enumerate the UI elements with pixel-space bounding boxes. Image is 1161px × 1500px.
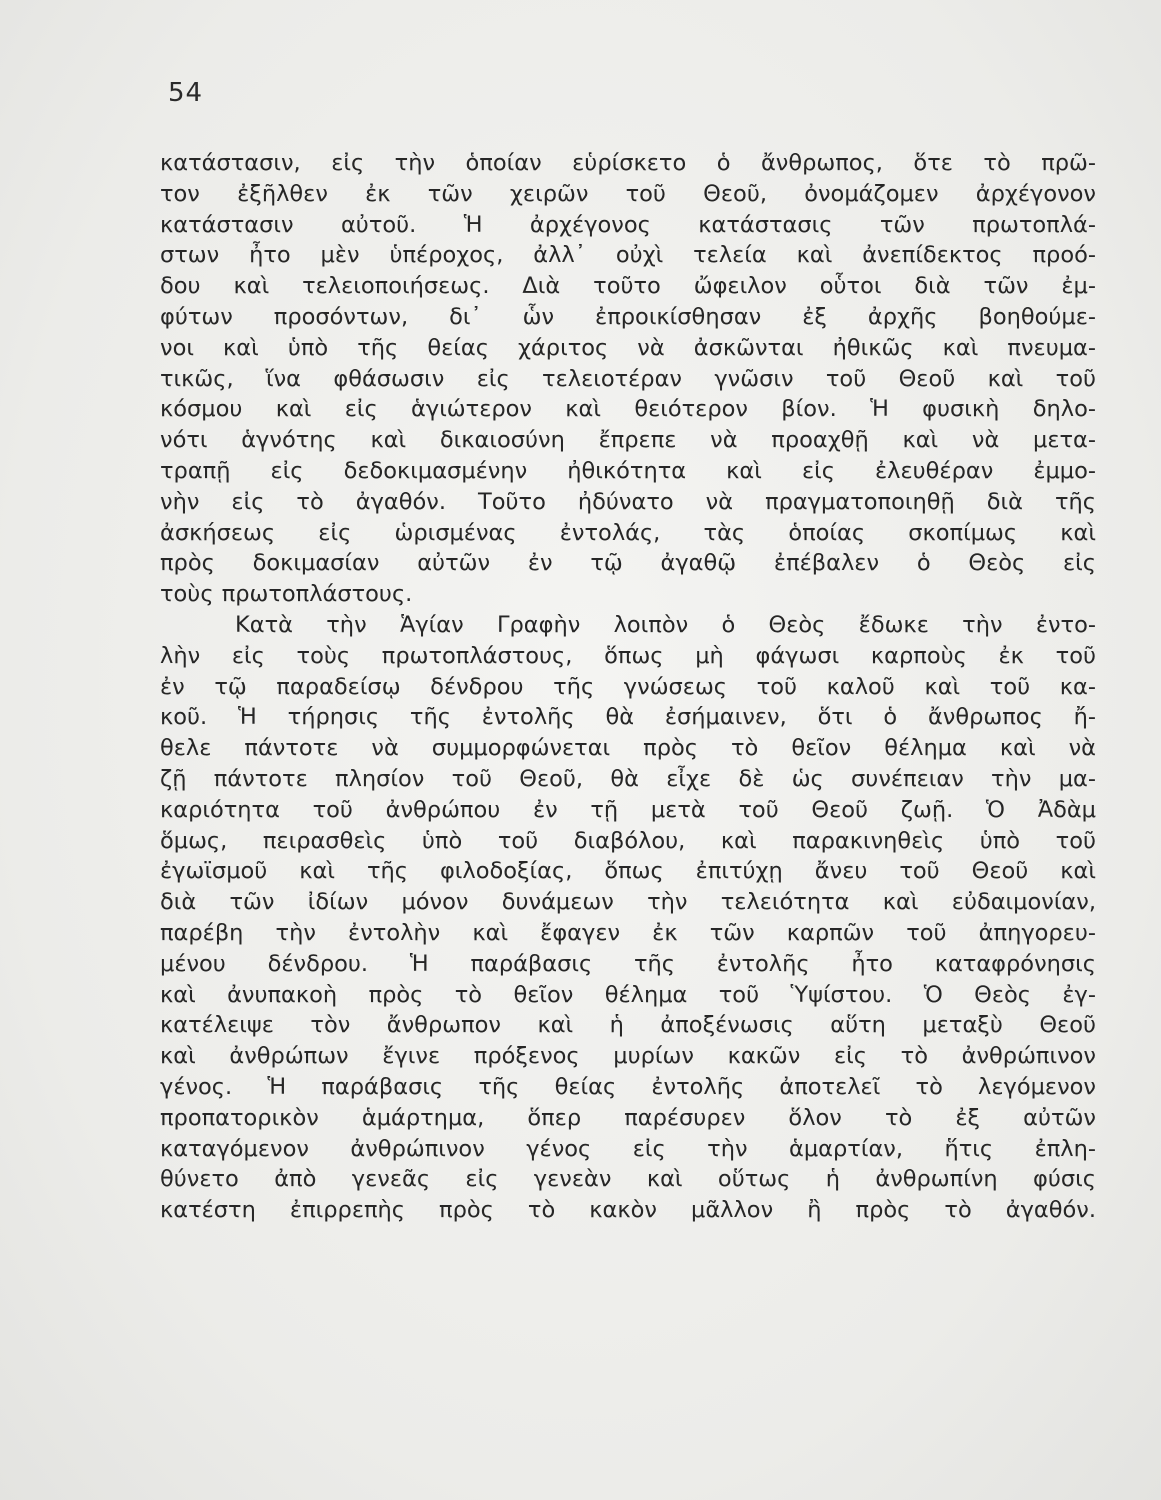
text-line: Κατὰ τὴν Ἁγίαν Γραφὴν λοιπὸν ὁ Θεὸς ἔδωκε τὴν ἐντο- [235,611,1096,638]
text-line: κοῦ. Ἡ τήρησις τῆς ἐντολῆς θὰ ἐσήμαινεν, ὅτι ὁ ἄνθρωπος ἤ- [160,704,1096,731]
text-line: τοὺς πρωτοπλάστους. [160,581,413,608]
text-line: κατάστασιν, εἰς τὴν ὁποίαν εὑρίσκετο ὁ ἄνθρωπος, ὅτε τὸ πρῶ- [160,150,1096,176]
text-line: καριότητα τοῦ ἀνθρώπου ἐν τῇ μετὰ τοῦ Θεοῦ ζωῇ. Ὁ Ἀδὰμ [160,796,1096,823]
text-line: παρέβη τὴν ἐντολὴν καὶ ἔφαγεν ἐκ τῶν καρπῶν τοῦ ἀπηγορευ- [160,919,1096,946]
text-line: δου καὶ τελειοποιήσεως. Διὰ τοῦτο ὤφειλον οὗτοι διὰ τῶν ἐμ- [160,273,1096,300]
text-line: τραπῇ εἰς δεδοκιμασμένην ἠθικότητα καὶ εἰς ἐλευθέραν ἐμμο- [160,457,1096,484]
page-number: 54 [168,78,204,108]
paragraph-2 [160,610,1096,1226]
text-line: προπατορικὸν ἁμάρτημα, ὅπερ παρέσυρεν ὅλον τὸ ἐξ αὐτῶν [160,1104,1096,1131]
text-line: κόσμου καὶ εἰς ἁγιώτερον καὶ θειότερον βίον. Ἡ φυσικὴ δηλο- [160,396,1096,423]
text-line: κατέλειψε τὸν ἄνθρωπον καὶ ἡ ἀποξένωσις αὕτη μεταξὺ Θεοῦ [160,1012,1096,1039]
paragraph-1 [160,148,1096,610]
text-line: καταγόμενον ἀνθρώπινον γένος εἰς τὴν ἁμαρτίαν, ἥτις ἐπλη- [160,1135,1096,1162]
text-line: κατάστασιν αὐτοῦ. Ἡ ἀρχέγονος κατάστασις τῶν πρωτοπλά- [160,211,1096,238]
text-line: τικῶς, ἵνα φθάσωσιν εἰς τελειοτέραν γνῶσιν τοῦ Θεοῦ καὶ τοῦ [160,365,1096,392]
text-line: στων ἦτο μὲν ὑπέροχος, ἀλλ᾽ οὐχὶ τελεία καὶ ἀνεπίδεκτος προό- [160,242,1096,269]
text-line: νότι ἁγνότης καὶ δικαιοσύνη ἔπρεπε νὰ προαχθῇ καὶ νὰ μετα- [160,427,1096,454]
text-line: κατέστη ἐπιρρεπὴς πρὸς τὸ κακὸν μᾶλλον ἢ πρὸς τὸ ἀγαθόν. [160,1197,1096,1224]
text-line: διὰ τῶν ἰδίων μόνον δυνάμεων τὴν τελειότητα καὶ εὐδαιμονίαν, [160,889,1096,916]
text-line: τον ἐξῆλθεν ἐκ τῶν χειρῶν τοῦ Θεοῦ, ὀνομάζομεν ἀρχέγονον [160,180,1096,207]
text-line: λὴν εἰς τοὺς πρωτοπλάστους, ὅπως μὴ φάγωσι καρποὺς ἐκ τοῦ [160,642,1096,669]
text-line: καὶ ἀνθρώπων ἔγινε πρόξενος μυρίων κακῶν εἰς τὸ ἀνθρώπινον [160,1043,1096,1070]
text-line: ζῇ πάντοτε πλησίον τοῦ Θεοῦ, θὰ εἶχε δὲ ὡς συνέπειαν τὴν μα- [160,765,1096,792]
text-line: νοι καὶ ὑπὸ τῆς θείας χάριτος νὰ ἀσκῶνται ἠθικῶς καὶ πνευμα- [160,334,1096,361]
text-line: ἐγωϊσμοῦ καὶ τῆς φιλοδοξίας, ὅπως ἐπιτύχῃ ἄνευ τοῦ Θεοῦ καὶ [160,858,1096,885]
text-line: νὴν εἰς τὸ ἀγαθόν. Τοῦτο ἠδύνατο νὰ πραγματοποιηθῇ διὰ τῆς [160,488,1096,515]
text-line: θελε πάντοτε νὰ συμμορφώνεται πρὸς τὸ θεῖον θέλημα καὶ νὰ [160,735,1096,762]
text-line: θύνετο ἀπὸ γενεᾶς εἰς γενεὰν καὶ οὕτως ἡ ἀνθρωπίνη φύσις [160,1166,1096,1193]
text-line: γένος. Ἡ παράβασις τῆς θείας ἐντολῆς ἀποτελεῖ τὸ λεγόμενον [160,1073,1096,1100]
text-line: ἀσκήσεως εἰς ὡρισμένας ἐντολάς, τὰς ὁποίας σκοπίμως καὶ [160,519,1096,546]
body-text [160,148,1096,1226]
text-line: φύτων προσόντων, δι᾽ ὧν ἐπροικίσθησαν ἐξ ἀρχῆς βοηθούμε- [160,303,1096,330]
text-line: μένου δένδρου. Ἡ παράβασις τῆς ἐντολῆς ἦτο καταφρόνησις [160,950,1096,977]
text-line: καὶ ἀνυπακοὴ πρὸς τὸ θεῖον θέλημα τοῦ Ὑψίστου. Ὁ Θεὸς ἐγ- [160,981,1096,1008]
text-line: πρὸς δοκιμασίαν αὐτῶν ἐν τῷ ἀγαθῷ ἐπέβαλεν ὁ Θεὸς εἰς [160,550,1096,577]
text-line: ὅμως, πειρασθεὶς ὑπὸ τοῦ διαβόλου, καὶ παρακινηθεὶς ὑπὸ τοῦ [160,827,1096,854]
text-line: ἐν τῷ παραδείσῳ δένδρου τῆς γνώσεως τοῦ καλοῦ καὶ τοῦ κα- [160,673,1096,700]
